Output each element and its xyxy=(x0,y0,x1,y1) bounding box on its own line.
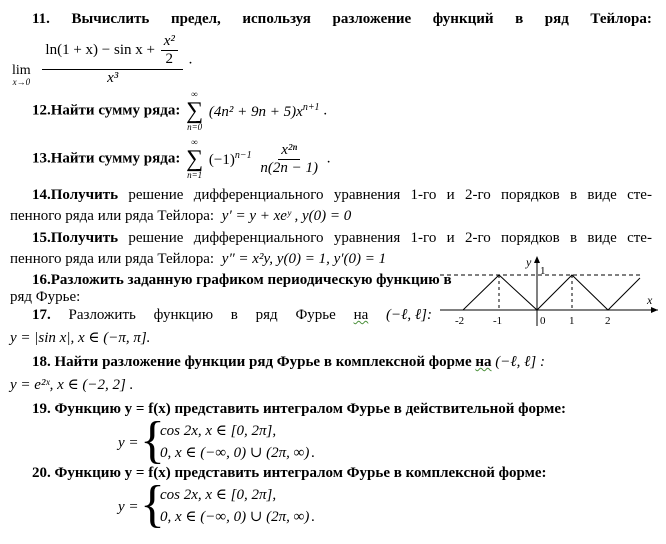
tick-label: -1 xyxy=(493,315,503,327)
p18-line1: 18. Найти разложение функции ряд Фурье в комплексной форме на (−ℓ, ℓ] : xyxy=(32,354,545,370)
tick-label: -2 xyxy=(455,315,465,327)
p13-label: 13.Найти сумму ряда: xyxy=(32,150,181,167)
p19-case1: cos 2x, x ∈ [0, 2π], xyxy=(160,423,277,439)
p17-interval: (−ℓ, ℓ]: xyxy=(386,307,432,323)
p19-case2: 0, x ∈ (−∞, 0) ∪ (2π, ∞) . xyxy=(160,445,316,461)
function-sawtooth xyxy=(440,275,640,310)
p11-word: Вычислить xyxy=(71,11,150,27)
x-axis-label: x xyxy=(647,293,653,307)
p11-word: ряд xyxy=(544,11,569,27)
p13-sum: ∞ ∑ n=1 xyxy=(186,137,204,180)
y-tick-label: 1 xyxy=(540,265,546,277)
p12-line: 12.Найти сумму ряда: ∞ ∑ n=0 $(4n^2 + 9n + 5)x^{n+1}$ . xyxy=(32,89,328,132)
p12-label: 12.Найти сумму ряда: xyxy=(32,102,181,119)
p11-word: используя xyxy=(242,11,311,27)
p11-inner-fraction: $\frac{\text{x²}}{2}$ xyxy=(161,34,178,67)
p18-line2: y = e²ˣ, x ∈ (−2, 2] . xyxy=(10,377,134,393)
p13-line: 13.Найти сумму ряда: ∞ ∑ n=1 $(-1)^{n-1}$ $\frac{\text{x²ⁿ}}{n(2n - 1)}$ . xyxy=(32,137,331,180)
p18-interval: (−ℓ, ℓ] : xyxy=(495,354,545,370)
tick-label: 1 xyxy=(569,315,575,327)
p11-line1 xyxy=(32,12,652,27)
p12-expression: $(4n^2 + 9n + 5)x^{n+1}$ xyxy=(208,101,320,120)
p11-denominator: x³ xyxy=(107,70,119,86)
p11-word: Тейлора: xyxy=(590,11,652,27)
p20-line1: 20. Функцию y = f(x) представить интегралом Фурье в комплексной форме: xyxy=(32,465,547,481)
p11-numerator: ln(1 + x) − sin x + xyxy=(45,41,155,58)
p11-word: предел, xyxy=(170,11,221,27)
p13-fraction: $\frac{\text{x²ⁿ}}{n(2n - 1)}$ xyxy=(260,141,318,176)
p20-case1: cos 2x, x ∈ [0, 2π], xyxy=(160,487,277,503)
y-axis-arrow xyxy=(534,256,540,263)
p14-line1: 14.Получить решение дифференциального уравнения 1-го и 2-го порядков в виде сте- xyxy=(32,187,652,203)
periodic-function-graph xyxy=(440,254,662,334)
p13-sign: $(-1)^{n-1}$ xyxy=(208,149,252,168)
tick-label: 2 xyxy=(605,315,611,327)
p15-line1: 15.Получить решение дифференциального уравнения 1-го и 2-го порядков в виде сте- xyxy=(32,230,652,246)
p17-line2: y = |sin x|, x ∈ (−π, π]. xyxy=(10,330,151,346)
x-axis-arrow xyxy=(651,307,658,313)
lim-sub: x→0 xyxy=(12,77,31,87)
p15-equation: y″ = x²y, y(0) = 1, y′(0) = 1 xyxy=(221,251,387,267)
p15-line2: пенного ряда или ряда Тейлора: y″ = x²y, y(0) = 1, y′(0) = 1 xyxy=(10,251,387,267)
lim-label: lim xyxy=(12,63,31,78)
p19-y-eq: y = xyxy=(118,435,139,451)
p16-line1: 16.Разложить заданную графиком периодическую функцию в xyxy=(32,272,452,288)
p11-word: в xyxy=(515,11,524,27)
p11-number: 11. xyxy=(32,11,50,27)
p19-brace: { xyxy=(140,412,165,469)
p14-equation: y′ = y + xeʸ , y(0) = 0 xyxy=(221,208,352,224)
p19-line1: 19. Функцию y = f(x) представить интегралом Фурье в действительной форме: xyxy=(32,401,567,417)
p16-line2: ряд Фурье: xyxy=(10,289,81,305)
p11-lim xyxy=(12,34,31,87)
p11-word: функций xyxy=(432,11,494,27)
p11-word: разложение xyxy=(332,11,412,27)
p14-line2: пенного ряда или ряда Тейлора: y′ = y + xeʸ , y(0) = 0 xyxy=(10,208,352,224)
p12-sum: ∞ ∑ n=0 xyxy=(186,89,204,132)
p20-case2: 0, x ∈ (−∞, 0) ∪ (2π, ∞) . xyxy=(160,509,316,525)
p17-line1: 17. Разложить функцию в ряд Фурье на (−ℓ, ℓ]: xyxy=(32,307,432,323)
p11-main-fraction xyxy=(42,34,182,86)
p20-y-eq: y = xyxy=(118,499,139,515)
y-axis-label: y xyxy=(526,255,532,269)
p11-limit-expression: lim x→0 ln(1 + x) − sin x + $\frac{\text{x²}}{2}$ x³ . xyxy=(12,33,193,87)
p20-brace: { xyxy=(140,476,165,533)
tick-label: 0 xyxy=(540,315,546,327)
